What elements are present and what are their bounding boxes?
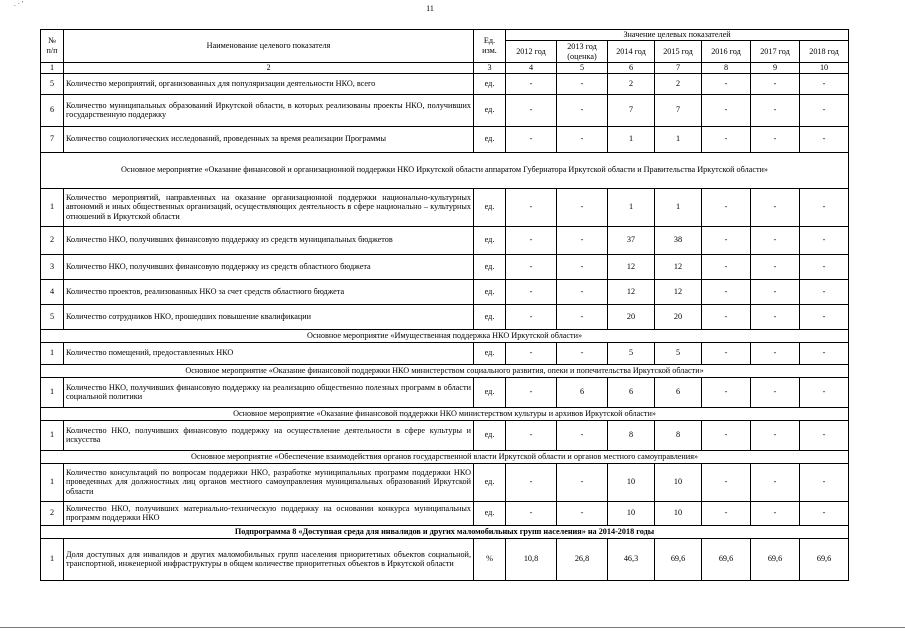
header-year: 2014 год: [608, 41, 655, 63]
unit-cell: ед.: [474, 420, 506, 450]
value-cell: 10: [655, 463, 702, 501]
table-row: [41, 420, 849, 450]
value-cell: 1: [655, 126, 702, 152]
row-number: 5: [41, 73, 64, 94]
value-cell: -: [506, 463, 557, 501]
row-number: 1: [41, 538, 64, 580]
value-cell: -: [751, 420, 800, 450]
table-row: [41, 226, 849, 254]
column-number-row: [41, 63, 849, 74]
value-cell: -: [751, 342, 800, 364]
section-row: [41, 450, 849, 463]
value-cell: 6: [608, 377, 655, 407]
table-row: [41, 304, 849, 329]
section-title: Основное мероприятие «Оказание финансовой поддержки НКО министерством социального развития, опеки и попечительства Иркутской области»: [41, 364, 849, 377]
table-row: [41, 126, 849, 152]
column-number: 7: [655, 63, 702, 74]
row-number: 1: [41, 377, 64, 407]
value-cell: -: [751, 73, 800, 94]
value-cell: -: [506, 94, 557, 126]
value-cell: -: [506, 279, 557, 304]
value-cell: -: [506, 226, 557, 254]
row-number: 2: [41, 501, 64, 525]
value-cell: -: [557, 126, 608, 152]
value-cell: 69,6: [655, 538, 702, 580]
indicator-name: Доля доступных для инвалидов и других маломобильных групп населения приоритетных объектов социальной, транспортной, инженерной инфраструктуры в общем количестве приоритетных объектов в Иркутской области: [64, 538, 474, 580]
unit-cell: ед.: [474, 188, 506, 226]
value-cell: 1: [608, 188, 655, 226]
value-cell: -: [800, 126, 849, 152]
value-cell: -: [557, 188, 608, 226]
value-cell: -: [702, 254, 751, 279]
value-cell: -: [800, 304, 849, 329]
indicator-name: Количество проектов, реализованных НКО за счет средств областного бюджета: [64, 279, 474, 304]
value-cell: 12: [655, 254, 702, 279]
section-title: Основное мероприятие «Оказание финансовой и организационной поддержки НКО Иркутской области аппаратом Губернатора Иркутской области и Правительства Иркутской области»: [41, 152, 849, 188]
indicator-name: Количество мероприятий, организованных для популяризации деятельности НКО, всего: [64, 73, 474, 94]
value-cell: 10: [608, 463, 655, 501]
row-number: 1: [41, 463, 64, 501]
column-number: 8: [702, 63, 751, 74]
column-number: 1: [41, 63, 64, 74]
indicator-name: Количество помещений, предоставленных НКО: [64, 342, 474, 364]
row-number: 1: [41, 420, 64, 450]
unit-cell: ед.: [474, 377, 506, 407]
value-cell: 69,6: [702, 538, 751, 580]
indicator-name: Количество консультаций по вопросам поддержки НКО, разработке муниципальных программ поддержки НКО проведенных для должностных лиц органов местного самоуправления муниципальных образований Иркутской области: [64, 463, 474, 501]
value-cell: -: [557, 463, 608, 501]
table-body: [41, 73, 849, 580]
value-cell: -: [557, 73, 608, 94]
value-cell: -: [800, 94, 849, 126]
indicator-name: Количество НКО, получивших финансовую поддержку на реализацию общественно полезных программ в области социальной политики: [64, 377, 474, 407]
section-title: Основное мероприятие «Имущественная поддержка НКО Иркутской области»: [41, 329, 849, 342]
value-cell: 1: [608, 126, 655, 152]
unit-cell: ед.: [474, 342, 506, 364]
row-number: 5: [41, 304, 64, 329]
unit-cell: ед.: [474, 126, 506, 152]
value-cell: 46,3: [608, 538, 655, 580]
value-cell: -: [557, 304, 608, 329]
header-num: № п/п: [41, 30, 64, 63]
value-cell: -: [702, 73, 751, 94]
unit-cell: ед.: [474, 94, 506, 126]
table-row: [41, 254, 849, 279]
value-cell: -: [557, 342, 608, 364]
value-cell: -: [800, 501, 849, 525]
table-row: [41, 342, 849, 364]
row-number: 1: [41, 342, 64, 364]
value-cell: 12: [608, 279, 655, 304]
indicator-name: Количество НКО, получивших финансовую поддержку на осуществление деятельности в сфере культуры и искусства: [64, 420, 474, 450]
value-cell: 7: [655, 94, 702, 126]
scan-specks: .·': [14, 0, 26, 8]
unit-cell: %: [474, 538, 506, 580]
value-cell: -: [800, 377, 849, 407]
unit-cell: ед.: [474, 73, 506, 94]
table-row: [41, 279, 849, 304]
value-cell: -: [506, 420, 557, 450]
section-title: Основное мероприятие «Обеспечение взаимодействия органов государственной власти Иркутской области и органов местного самоуправления»: [41, 450, 849, 463]
value-cell: 7: [608, 94, 655, 126]
table-row: [41, 94, 849, 126]
column-number: 4: [506, 63, 557, 74]
column-number: 10: [800, 63, 849, 74]
value-cell: 20: [608, 304, 655, 329]
column-number: 9: [751, 63, 800, 74]
value-cell: 8: [608, 420, 655, 450]
column-number: 5: [557, 63, 608, 74]
value-cell: -: [557, 420, 608, 450]
header-year: 2013 год (оценка): [557, 41, 608, 63]
value-cell: -: [751, 188, 800, 226]
value-cell: -: [751, 463, 800, 501]
table-row: [41, 73, 849, 94]
column-number: 6: [608, 63, 655, 74]
value-cell: -: [702, 420, 751, 450]
header-unit: Ед. изм.: [474, 30, 506, 63]
unit-cell: ед.: [474, 501, 506, 525]
table-row: [41, 463, 849, 501]
header-row-1: [41, 30, 849, 41]
indicator-name: Количество муниципальных образований Иркутской области, в которых реализованы проекты НКО, получивших государственную поддержку: [64, 94, 474, 126]
unit-cell: ед.: [474, 463, 506, 501]
value-cell: -: [751, 126, 800, 152]
value-cell: 6: [557, 377, 608, 407]
value-cell: 12: [655, 279, 702, 304]
value-cell: 8: [655, 420, 702, 450]
table-row: [41, 188, 849, 226]
value-cell: -: [702, 463, 751, 501]
value-cell: -: [702, 304, 751, 329]
table-row: [41, 538, 849, 580]
section-row: [41, 407, 849, 420]
header-year: 2017 год: [751, 41, 800, 63]
value-cell: -: [800, 420, 849, 450]
indicator-name: Количество НКО, получивших финансовую поддержку из средств областного бюджета: [64, 254, 474, 279]
value-cell: -: [751, 279, 800, 304]
value-cell: -: [702, 279, 751, 304]
value-cell: -: [506, 304, 557, 329]
indicator-name: Количество мероприятий, направленных на оказание организационной поддержки национально-культурных автономий и иных общественных организаций, осуществляющих деятельность в сфере национально – культурных отношений в Иркутской области: [64, 188, 474, 226]
value-cell: -: [702, 377, 751, 407]
row-number: 6: [41, 94, 64, 126]
value-cell: -: [506, 342, 557, 364]
row-number: 7: [41, 126, 64, 152]
value-cell: -: [702, 342, 751, 364]
header-year: 2018 год: [800, 41, 849, 63]
value-cell: -: [506, 377, 557, 407]
value-cell: -: [702, 226, 751, 254]
indicator-name: Количество НКО, получивших финансовую поддержку из средств муниципальных бюджетов: [64, 226, 474, 254]
value-cell: -: [702, 188, 751, 226]
section-row: [41, 329, 849, 342]
row-number: 1: [41, 188, 64, 226]
value-cell: -: [800, 188, 849, 226]
unit-cell: ед.: [474, 304, 506, 329]
value-cell: -: [751, 226, 800, 254]
value-cell: 2: [655, 73, 702, 94]
indicator-name: Количество НКО, получивших материально-техническую поддержку на основании конкурса муниципальных программ поддержки НКО: [64, 501, 474, 525]
value-cell: -: [751, 377, 800, 407]
value-cell: -: [557, 501, 608, 525]
value-cell: -: [800, 463, 849, 501]
value-cell: -: [800, 226, 849, 254]
value-cell: -: [506, 126, 557, 152]
table-row: [41, 501, 849, 525]
header-values-group: Значение целевых показателей: [506, 30, 849, 41]
table-row: [41, 377, 849, 407]
unit-cell: ед.: [474, 254, 506, 279]
value-cell: -: [557, 254, 608, 279]
value-cell: -: [751, 94, 800, 126]
value-cell: 37: [608, 226, 655, 254]
row-number: 3: [41, 254, 64, 279]
header-name: Наименование целевого показателя: [64, 30, 474, 63]
value-cell: 1: [655, 188, 702, 226]
value-cell: -: [506, 254, 557, 279]
section-row: [41, 525, 849, 538]
column-number: 2: [64, 63, 474, 74]
value-cell: 6: [655, 377, 702, 407]
value-cell: 10: [608, 501, 655, 525]
value-cell: -: [702, 126, 751, 152]
row-number: 2: [41, 226, 64, 254]
page-number: 11: [426, 4, 434, 13]
unit-cell: ед.: [474, 279, 506, 304]
section-title: Основное мероприятие «Оказание финансовой поддержки НКО министерством культуры и архивов Иркутской области»: [41, 407, 849, 420]
unit-cell: ед.: [474, 226, 506, 254]
value-cell: -: [506, 501, 557, 525]
column-number: 3: [474, 63, 506, 74]
value-cell: 5: [655, 342, 702, 364]
value-cell: -: [751, 254, 800, 279]
value-cell: -: [506, 73, 557, 94]
indicator-name: Количество социологических исследований, проведенных за время реализации Программы: [64, 126, 474, 152]
section-row: [41, 152, 849, 188]
value-cell: -: [751, 304, 800, 329]
value-cell: -: [506, 188, 557, 226]
header-year: 2015 год: [655, 41, 702, 63]
value-cell: 12: [608, 254, 655, 279]
value-cell: -: [557, 226, 608, 254]
header-year: 2016 год: [702, 41, 751, 63]
value-cell: 2: [608, 73, 655, 94]
value-cell: -: [800, 279, 849, 304]
target-indicators-table: [40, 29, 849, 581]
value-cell: -: [702, 501, 751, 525]
value-cell: -: [557, 94, 608, 126]
value-cell: 20: [655, 304, 702, 329]
value-cell: -: [800, 73, 849, 94]
value-cell: 69,6: [800, 538, 849, 580]
value-cell: -: [702, 94, 751, 126]
indicator-name: Количество сотрудников НКО, прошедших повышение квалификации: [64, 304, 474, 329]
value-cell: 10: [655, 501, 702, 525]
value-cell: -: [751, 501, 800, 525]
section-title: Подпрограмма 8 «Доступная среда для инвалидов и других маломобильных групп населения» на 2014-2018 годы: [41, 525, 849, 538]
value-cell: 69,6: [751, 538, 800, 580]
value-cell: -: [557, 279, 608, 304]
value-cell: -: [800, 254, 849, 279]
header-year: 2012 год: [506, 41, 557, 63]
row-number: 4: [41, 279, 64, 304]
value-cell: 38: [655, 226, 702, 254]
value-cell: 26,8: [557, 538, 608, 580]
value-cell: 5: [608, 342, 655, 364]
section-row: [41, 364, 849, 377]
value-cell: -: [800, 342, 849, 364]
scan-edge-line: [0, 627, 905, 628]
value-cell: 10,8: [506, 538, 557, 580]
